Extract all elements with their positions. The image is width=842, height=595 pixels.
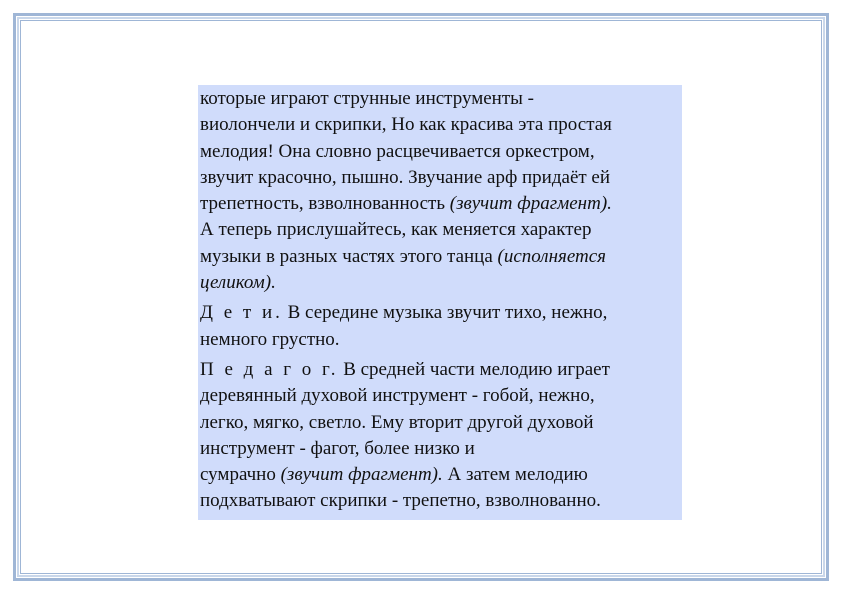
text-segment: музыки в разных частях этого танца — [200, 245, 498, 267]
text-line — [200, 191, 682, 217]
text-line — [200, 410, 682, 436]
text-line — [200, 112, 682, 138]
text-segment: немного грустно. — [200, 328, 340, 350]
text-line — [200, 86, 682, 112]
text-segment: А затем мелодию — [442, 464, 588, 486]
text-box — [198, 85, 682, 520]
text-line — [200, 327, 682, 353]
text-segment: легко, мягко, светло. Ему вторит другой духовой — [200, 411, 594, 433]
text-line — [200, 139, 682, 165]
text-segment: трепетность, взволнованность — [200, 193, 450, 215]
text-segment: В середине музыка звучит тихо, нежно, — [282, 302, 608, 324]
stage-direction: целиком). — [200, 272, 276, 294]
paragraph-1 — [200, 86, 682, 296]
text-segment: деревянный духовой инструмент - гобой, нежно, — [200, 385, 595, 407]
text-segment: виолончели и скрипки, Но как красива эта простая — [200, 114, 612, 136]
text-line — [200, 462, 682, 488]
text-segment: звучит красочно, пышно. Звучание арф придаёт ей — [200, 166, 611, 188]
text-segment: подхватывают скрипки - трепетно, взволнованно. — [200, 490, 601, 512]
text-segment: мелодия! Она словно расцвечивается оркестром, — [200, 140, 595, 162]
stage-direction: (звучит фрагмент). — [280, 464, 443, 486]
text-segment: А теперь прислушайтесь, как меняется характер — [200, 219, 592, 241]
text-segment: сумрачно — [200, 464, 281, 486]
text-line — [200, 383, 682, 409]
text-line — [200, 165, 682, 191]
text-line — [200, 270, 682, 296]
text-segment: В средней части мелодию играет — [338, 358, 610, 380]
text-segment: которые играют струнные инструменты - — [200, 88, 534, 109]
stage-direction: (исполняется — [497, 245, 607, 267]
stage-direction: (звучит фрагмент). — [449, 193, 612, 215]
text-line — [200, 244, 682, 270]
text-line — [200, 357, 682, 383]
text-line — [200, 217, 682, 243]
text-segment: инструмент - фагот, более низко и — [200, 437, 475, 459]
text-line — [200, 488, 682, 514]
text-line — [200, 436, 682, 462]
paragraph-3 — [200, 357, 682, 515]
speaker-label: Д е т и. — [200, 302, 283, 324]
text-line — [200, 300, 682, 326]
paragraph-2 — [200, 300, 682, 353]
speaker-label: П е д а г о г. — [200, 358, 339, 380]
